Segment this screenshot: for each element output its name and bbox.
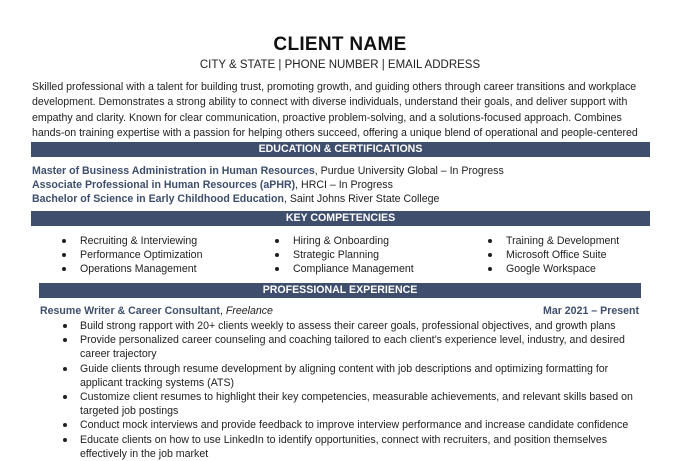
- education-item: [32, 178, 393, 192]
- experience-bullet: Customize client resumes to highlight their key competencies, measurable achievements, and relevant skills based on targeted job postings: [80, 390, 650, 418]
- experience-bullet: Guide clients through resume development by aligning content with job descriptions and optimizing formatting for applicant tracking systems (ATS): [80, 362, 650, 390]
- education-item: [32, 164, 504, 178]
- competency-item: Strategic Planning: [293, 249, 379, 261]
- experience-bullet: Provide personalized career counseling and coaching tailored to each client’s experience level, industry, and desired career trajectory: [80, 333, 650, 361]
- contact-line: CITY & STATE | PHONE NUMBER | EMAIL ADDRESS: [199, 59, 481, 71]
- degree-name: Associate Professional in Human Resources (aPHR): [32, 179, 296, 191]
- competencies-heading: KEY COMPETENCIES: [31, 211, 650, 226]
- client-name: CLIENT NAME: [273, 34, 407, 55]
- experience-bullets: [80, 319, 650, 461]
- education-item: [32, 192, 439, 206]
- degree-name: Bachelor of Science in Early Childhood Education: [32, 193, 284, 205]
- education-heading: EDUCATION & CERTIFICATIONS: [31, 142, 650, 157]
- competency-item: Google Workspace: [506, 263, 596, 275]
- competency-item: Microsoft Office Suite: [506, 249, 607, 261]
- job-title: Resume Writer & Career Consultant, Freelance: [40, 305, 273, 317]
- competency-item: Operations Management: [80, 263, 197, 275]
- experience-bullet: Build strong rapport with 20+ clients weekly to assess their career goals, professional objectives, and growth plans: [80, 319, 650, 333]
- competency-item: Compliance Management: [293, 263, 414, 275]
- experience-bullet: Educate clients on how to use LinkedIn to identify opportunities, connect with recruiters, and position themselves effectively in the job market: [80, 433, 650, 461]
- competency-item: Performance Optimization: [80, 249, 203, 261]
- degree-detail: , Purdue University Global – In Progress: [314, 165, 504, 177]
- job-dates: Mar 2021 – Present: [543, 305, 639, 317]
- degree-name: Master of Business Administration in Human Resources: [32, 165, 315, 177]
- job-role: Resume Writer & Career Consultant: [40, 305, 220, 317]
- professional-summary: Skilled professional with a talent for building trust, promoting growth, and guiding others through career transitions and workplace development. Demonstrates a strong ability to connect with diverse individuals, understand their goals, and deliver support with empathy and clarity. Known for clear communication, proactive problem-solving, and a solutions-focused approach. Combines hands-on training expertise with a passion for helping others succeed, offering a unique blend of operational and people-centered: [32, 81, 638, 140]
- experience-bullet: Conduct mock interviews and provide feedback to improve interview performance and increase candidate confidence: [80, 418, 650, 432]
- experience-heading: PROFESSIONAL EXPERIENCE: [39, 283, 641, 298]
- job-type: Freelance: [225, 305, 273, 317]
- degree-detail: , Saint Johns River State College: [283, 193, 440, 205]
- degree-detail: , HRCI – In Progress: [295, 179, 393, 191]
- competency-item: Training & Development: [506, 235, 620, 247]
- competency-item: Hiring & Onboarding: [293, 235, 389, 247]
- competency-item: Recruiting & Interviewing: [80, 235, 198, 247]
